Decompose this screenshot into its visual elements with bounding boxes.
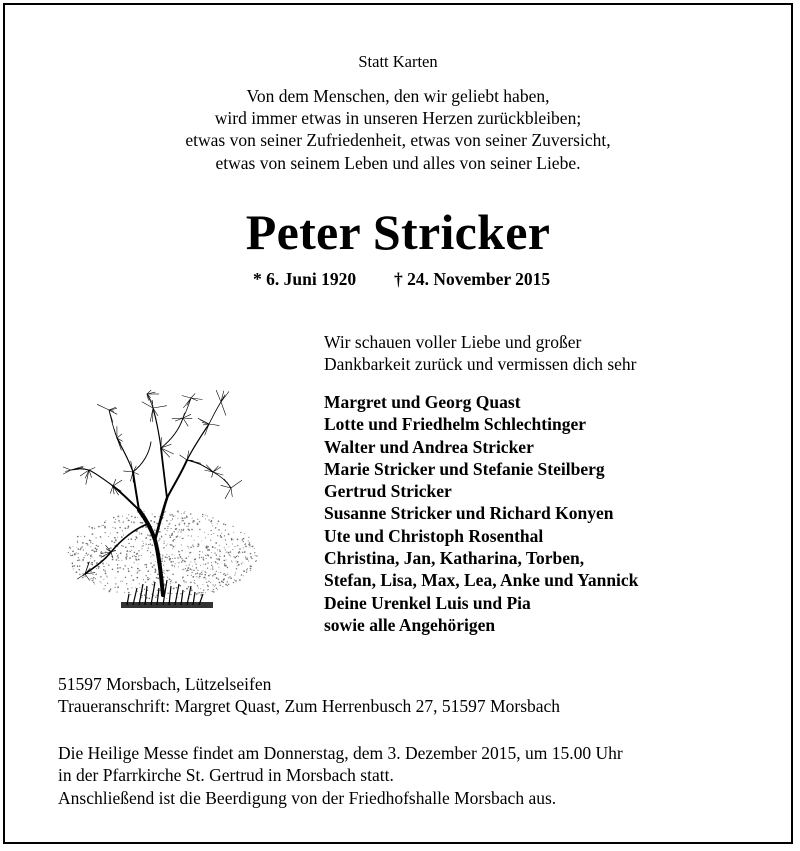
poem-line: etwas von seiner Zufriedenheit, etwas von seiner Zuversicht, xyxy=(185,130,611,151)
quote-line: Wir schauen voller Liebe und großer xyxy=(324,332,582,352)
poem-line: Von dem Menschen, den wir geliebt haben, xyxy=(246,86,550,106)
family-member: Christina, Jan, Katharina, Torben, xyxy=(324,548,585,569)
life-dates xyxy=(253,269,551,290)
poem-line: etwas von seinem Leben und alles von seiner Liebe. xyxy=(215,152,581,173)
family-list xyxy=(324,391,638,636)
family-member: Margret und Georg Quast xyxy=(324,392,521,412)
mourning-address: Traueranschrift: Margret Quast, Zum Herrenbusch 27, 51597 Morsbach xyxy=(58,696,561,717)
address-block xyxy=(58,673,560,718)
family-member: Lotte und Friedhelm Schlechtinger xyxy=(324,414,586,435)
family-member: Ute und Christoph Rosenthal xyxy=(324,525,544,546)
family-member: Stefan, Lisa, Max, Lea, Anke und Yannick xyxy=(324,570,639,591)
service-line: Anschließend ist die Beerdigung von der Friedhofshalle Morsbach aus. xyxy=(58,787,557,808)
deceased-name: Peter Stricker xyxy=(245,204,551,260)
birth-date: * 6. Juni 1920 xyxy=(253,269,357,289)
poem-line: wird immer etwas in unseren Herzen zurückbleiben; xyxy=(214,108,582,129)
memorial-poem xyxy=(5,85,791,174)
family-member: Walter und Andrea Stricker xyxy=(324,436,534,457)
family-member: Susanne Stricker und Richard Konyen xyxy=(324,503,614,524)
service-line: Die Heilige Messe findet am Donnerstag, dem 3. Dezember 2015, um 15.00 Uhr xyxy=(58,743,623,763)
family-member: sowie alle Angehörigen xyxy=(324,614,496,635)
header-statt-karten: Statt Karten xyxy=(358,52,438,71)
address-line: 51597 Morsbach, Lützelseifen xyxy=(58,674,272,694)
service-info xyxy=(58,742,623,809)
quote-line: Dankbarkeit zurück und vermissen dich sehr xyxy=(324,354,637,375)
family-member: Gertrud Stricker xyxy=(324,481,452,502)
tree-illustration-icon xyxy=(63,390,273,620)
service-line: in der Pfarrkirche St. Gertrud in Morsbach statt. xyxy=(58,765,394,786)
family-member: Marie Stricker und Stefanie Steilberg xyxy=(324,458,605,479)
obituary-notice xyxy=(3,3,793,844)
family-member: Deine Urenkel Luis und Pia xyxy=(324,592,531,613)
farewell-quote xyxy=(324,331,636,375)
death-date: † 24. November 2015 xyxy=(394,269,551,289)
